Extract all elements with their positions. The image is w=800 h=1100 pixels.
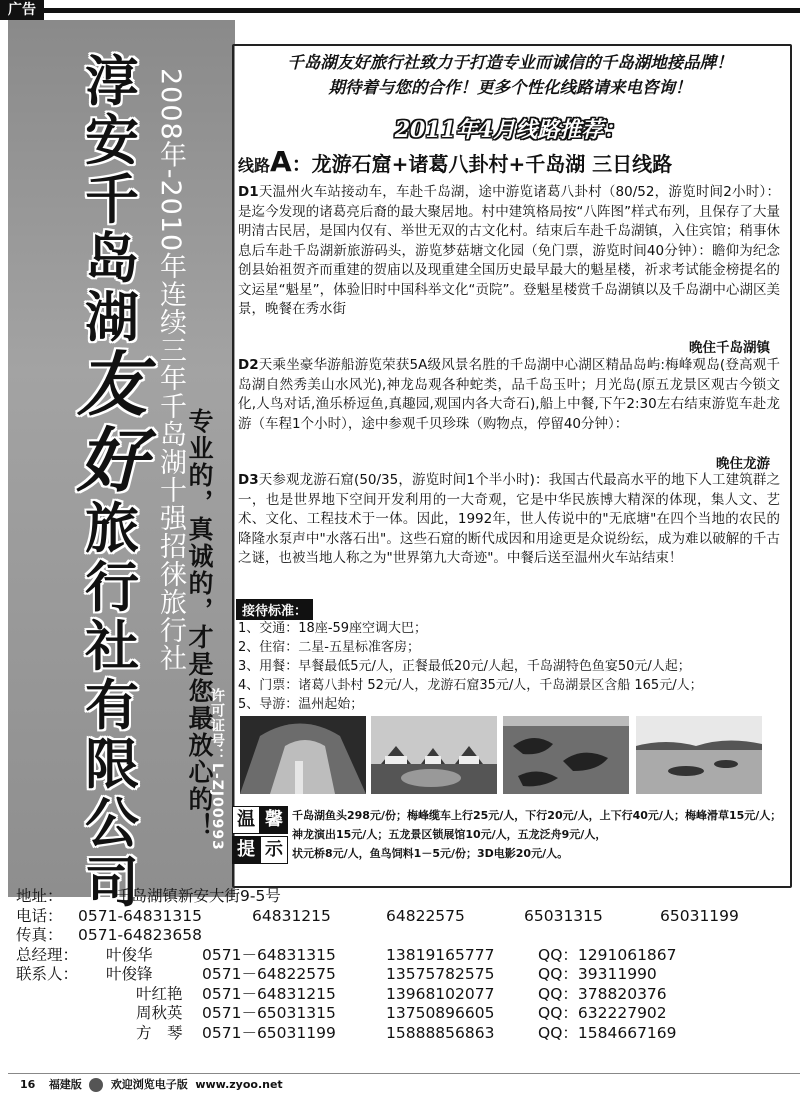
lake-islands-photo	[503, 716, 629, 794]
standards-list	[238, 619, 783, 714]
phone-number: 65031315	[524, 906, 603, 925]
phone-row	[16, 907, 800, 927]
address-value: 千岛湖镇新安大街9-5号	[116, 887, 281, 905]
route-prefix: 线路	[238, 156, 271, 175]
address-row	[16, 887, 800, 907]
person-qq: QQ：378820376	[538, 984, 667, 1003]
person-tel: 0571－64831215	[202, 984, 336, 1003]
person-qq: QQ：1291061867	[538, 945, 677, 964]
tip-line: 神龙演出15元/人；五龙景区锁展馆10元/人，五龙泛舟9元/人，	[292, 828, 607, 841]
standard-item: 4、门票：诸葛八卦村 52元/人，龙游石窟35元/人，千岛湖景区含船 165元/人；	[238, 678, 703, 693]
phone-number: 64831215	[252, 906, 331, 925]
header-line-1: 千岛湖友好旅行社致力于打造专业而诚信的千岛湖地接品牌！	[287, 53, 733, 72]
top-rule	[44, 8, 800, 13]
company-char: 公	[85, 792, 139, 855]
person-name: 叶红艳	[136, 984, 183, 1003]
day-label: D1	[238, 184, 259, 200]
route-title	[238, 145, 783, 178]
page-number: 16	[20, 1078, 36, 1091]
tip-line: 千岛湖鱼头298元/份；梅峰缆车上行25元/人，下行20元/人，上下行40元/人；梅峰滑草15元/人；	[292, 809, 782, 822]
company-char: 旅	[85, 497, 139, 560]
tip-char: 馨	[260, 806, 288, 834]
slogan-text: 专业的，真诚的，才是您最放心的！	[185, 408, 214, 840]
village-photo	[371, 716, 497, 794]
person-name: 方 琴	[136, 1023, 183, 1042]
license-number: 许可证号：L-ZJ00993	[209, 688, 225, 851]
company-char: 湖	[85, 286, 139, 349]
standard-item: 2、住宿：二星-五星标准客房；	[238, 640, 420, 655]
person-mobile: 13575782575	[386, 965, 495, 983]
company-char: 安	[85, 109, 139, 172]
person-mobile: 13968102077	[386, 984, 495, 1003]
day-1-stay: 晚住千岛湖镇	[689, 340, 770, 356]
day-3	[238, 471, 780, 569]
header-slogans	[240, 50, 780, 100]
contact-person-row	[16, 946, 800, 966]
phone-label: 电话：	[16, 906, 63, 925]
day-label: D3	[238, 472, 259, 488]
company-char: 好	[77, 419, 147, 502]
person-name: 周秋英	[136, 1004, 183, 1022]
cave-photo	[240, 716, 366, 794]
footer	[8, 1073, 800, 1096]
person-tel: 0571－65031199	[202, 1023, 336, 1042]
person-mobile: 13819165777	[386, 945, 495, 964]
fax-label: 传真：	[16, 926, 63, 944]
person-mobile: 13750896605	[386, 1004, 495, 1022]
person-tel: 0571－64822575	[202, 965, 336, 983]
phone-number: 64822575	[386, 906, 465, 925]
contact-person-row	[16, 1004, 800, 1024]
person-qq: QQ：1584667169	[538, 1023, 677, 1042]
tip-line: 状元桥8元/人，鱼鸟饲料1－5元/份；3D电影20元/人。	[292, 847, 569, 860]
company-char: 限	[85, 733, 139, 796]
route-name: ：龙游石窟+诸葛八卦村+千岛湖 三日线路	[291, 152, 673, 176]
footer-url[interactable]: www.zyoo.net	[195, 1078, 283, 1091]
day-2-stay: 晚住龙游	[716, 456, 770, 472]
header-line-2: 期待着与您的合作！更多个性化线路请来电咨询！	[328, 78, 692, 97]
person-qq: QQ：39311990	[538, 965, 657, 983]
tip-char: 示	[260, 836, 288, 864]
tip-char: 提	[232, 836, 260, 864]
standard-item: 3、用餐：早餐最低5元/人，正餐最低20元/人起，千岛湖特色鱼宴50元/人起；	[238, 659, 691, 674]
contacts-label: 联系人：	[16, 965, 79, 983]
ad-tag: 广告	[0, 0, 44, 20]
company-char: 岛	[85, 227, 139, 290]
company-char: 淳	[85, 50, 139, 113]
fax-number: 0571-64823658	[78, 926, 202, 944]
contact-person-row	[16, 1024, 800, 1044]
day-label: D2	[238, 357, 259, 373]
lake-view-photo	[636, 716, 762, 794]
standards-label: 接待标准：	[236, 599, 313, 620]
standard-item: 1、交通：18座-59座空调大巴；	[238, 621, 428, 636]
tips-text	[292, 806, 792, 863]
logo-icon	[89, 1078, 103, 1092]
route-letter: A	[270, 145, 292, 178]
phone-number: 65031199	[660, 906, 739, 925]
contact-person-row	[16, 985, 800, 1005]
day-1	[238, 183, 780, 320]
edition-label: 福建版	[48, 1078, 82, 1091]
contact-person-row	[16, 965, 800, 985]
tip-char: 温	[232, 806, 260, 834]
day-text: 天参观龙游石窟(50/35，游览时间1个半小时)：我国古代最高水平的地下人工建筑群之一，也是世界地下空间开发利用的一大奇观，它是中华民族博大精深的体现，集人文、艺术、文化、工程技术于一体。因此，1992年，世人传说中的"无底塘"在四个当地的农民的降隆水泵声中"水落石出"。这些石窟的断代成因和用途更是众说纷纭，成为难以破解的千古之谜，也被当地人称之为"世界第九大奇迹"。中餐后送至温州火车站结束！	[238, 472, 780, 566]
company-char: 有	[85, 674, 139, 737]
company-char: 社	[85, 615, 139, 678]
honor-text: 2008年-2010年连续三年千岛湖十强招徕旅行社	[155, 68, 186, 673]
route-heading: 2011年4月线路推荐：	[394, 117, 626, 143]
address-label: 地址：	[16, 887, 63, 905]
day-text: 天乘坐豪华游船游览荣获5A级风景名胜的千岛湖中心湖区精品岛屿:梅峰观岛(登高观千岛湖自然秀美山水风光),神龙岛观各种蛇类，品千岛玉叶；月光岛(原五龙景区观古今锁文化,人鸟对话,渔乐桥逗鱼,真趣园,观国内各大奇石),船上中餐,下午2:30左右结束游览车赴龙游（车程1个小时），途中参观千贝珍珠（购物点，停留40分钟）：	[238, 357, 780, 432]
person-name: 叶俊华	[106, 945, 153, 964]
person-name: 叶俊锋	[106, 965, 153, 983]
fax-row	[16, 926, 800, 946]
person-qq: QQ：632227902	[538, 1004, 667, 1022]
person-mobile: 15888856863	[386, 1023, 495, 1042]
tips-badge	[232, 806, 288, 864]
standard-item: 5、导游：温州起始；	[238, 697, 364, 712]
day-text: 天温州火车站接动车，车赴千岛湖，途中游览诸葛八卦村（80/52，游览时间2小时）：是迄今发现的诸葛亮后裔的最大聚居地。村中建筑格局按“八阵图”样式布列，且保存了大量明清古民居，是国内仅有、举世无双的古文化村。结束后车赴千岛湖镇，入住宾馆；稍事休息后车赴千岛湖新旅游码头，游览梦菇塘文化园（免门票，游览时间40分钟）：瞻仰为纪念创县始祖贺齐而重建的贺庙以及现重建全国历史最早最大的魁星楼，祈求考试能金榜提名的文运星“魁星”，体验旧时中国科举文化“贡院”。登魁星楼赏千岛湖镇以及千岛湖中心湖区美景，晚餐在秀水街	[238, 184, 780, 317]
day-2	[238, 356, 780, 434]
manager-label: 总经理：	[16, 945, 79, 964]
company-char: 友	[77, 343, 147, 426]
footer-text: 欢迎浏览电子版	[110, 1078, 188, 1091]
phone-number: 0571-64831315	[78, 906, 202, 925]
company-char: 司	[85, 851, 139, 914]
person-tel: 0571－64831315	[202, 945, 336, 964]
contact-block	[16, 887, 800, 1043]
person-tel: 0571－65031315	[202, 1004, 336, 1022]
company-char: 千	[85, 168, 139, 231]
company-char: 行	[85, 556, 139, 619]
